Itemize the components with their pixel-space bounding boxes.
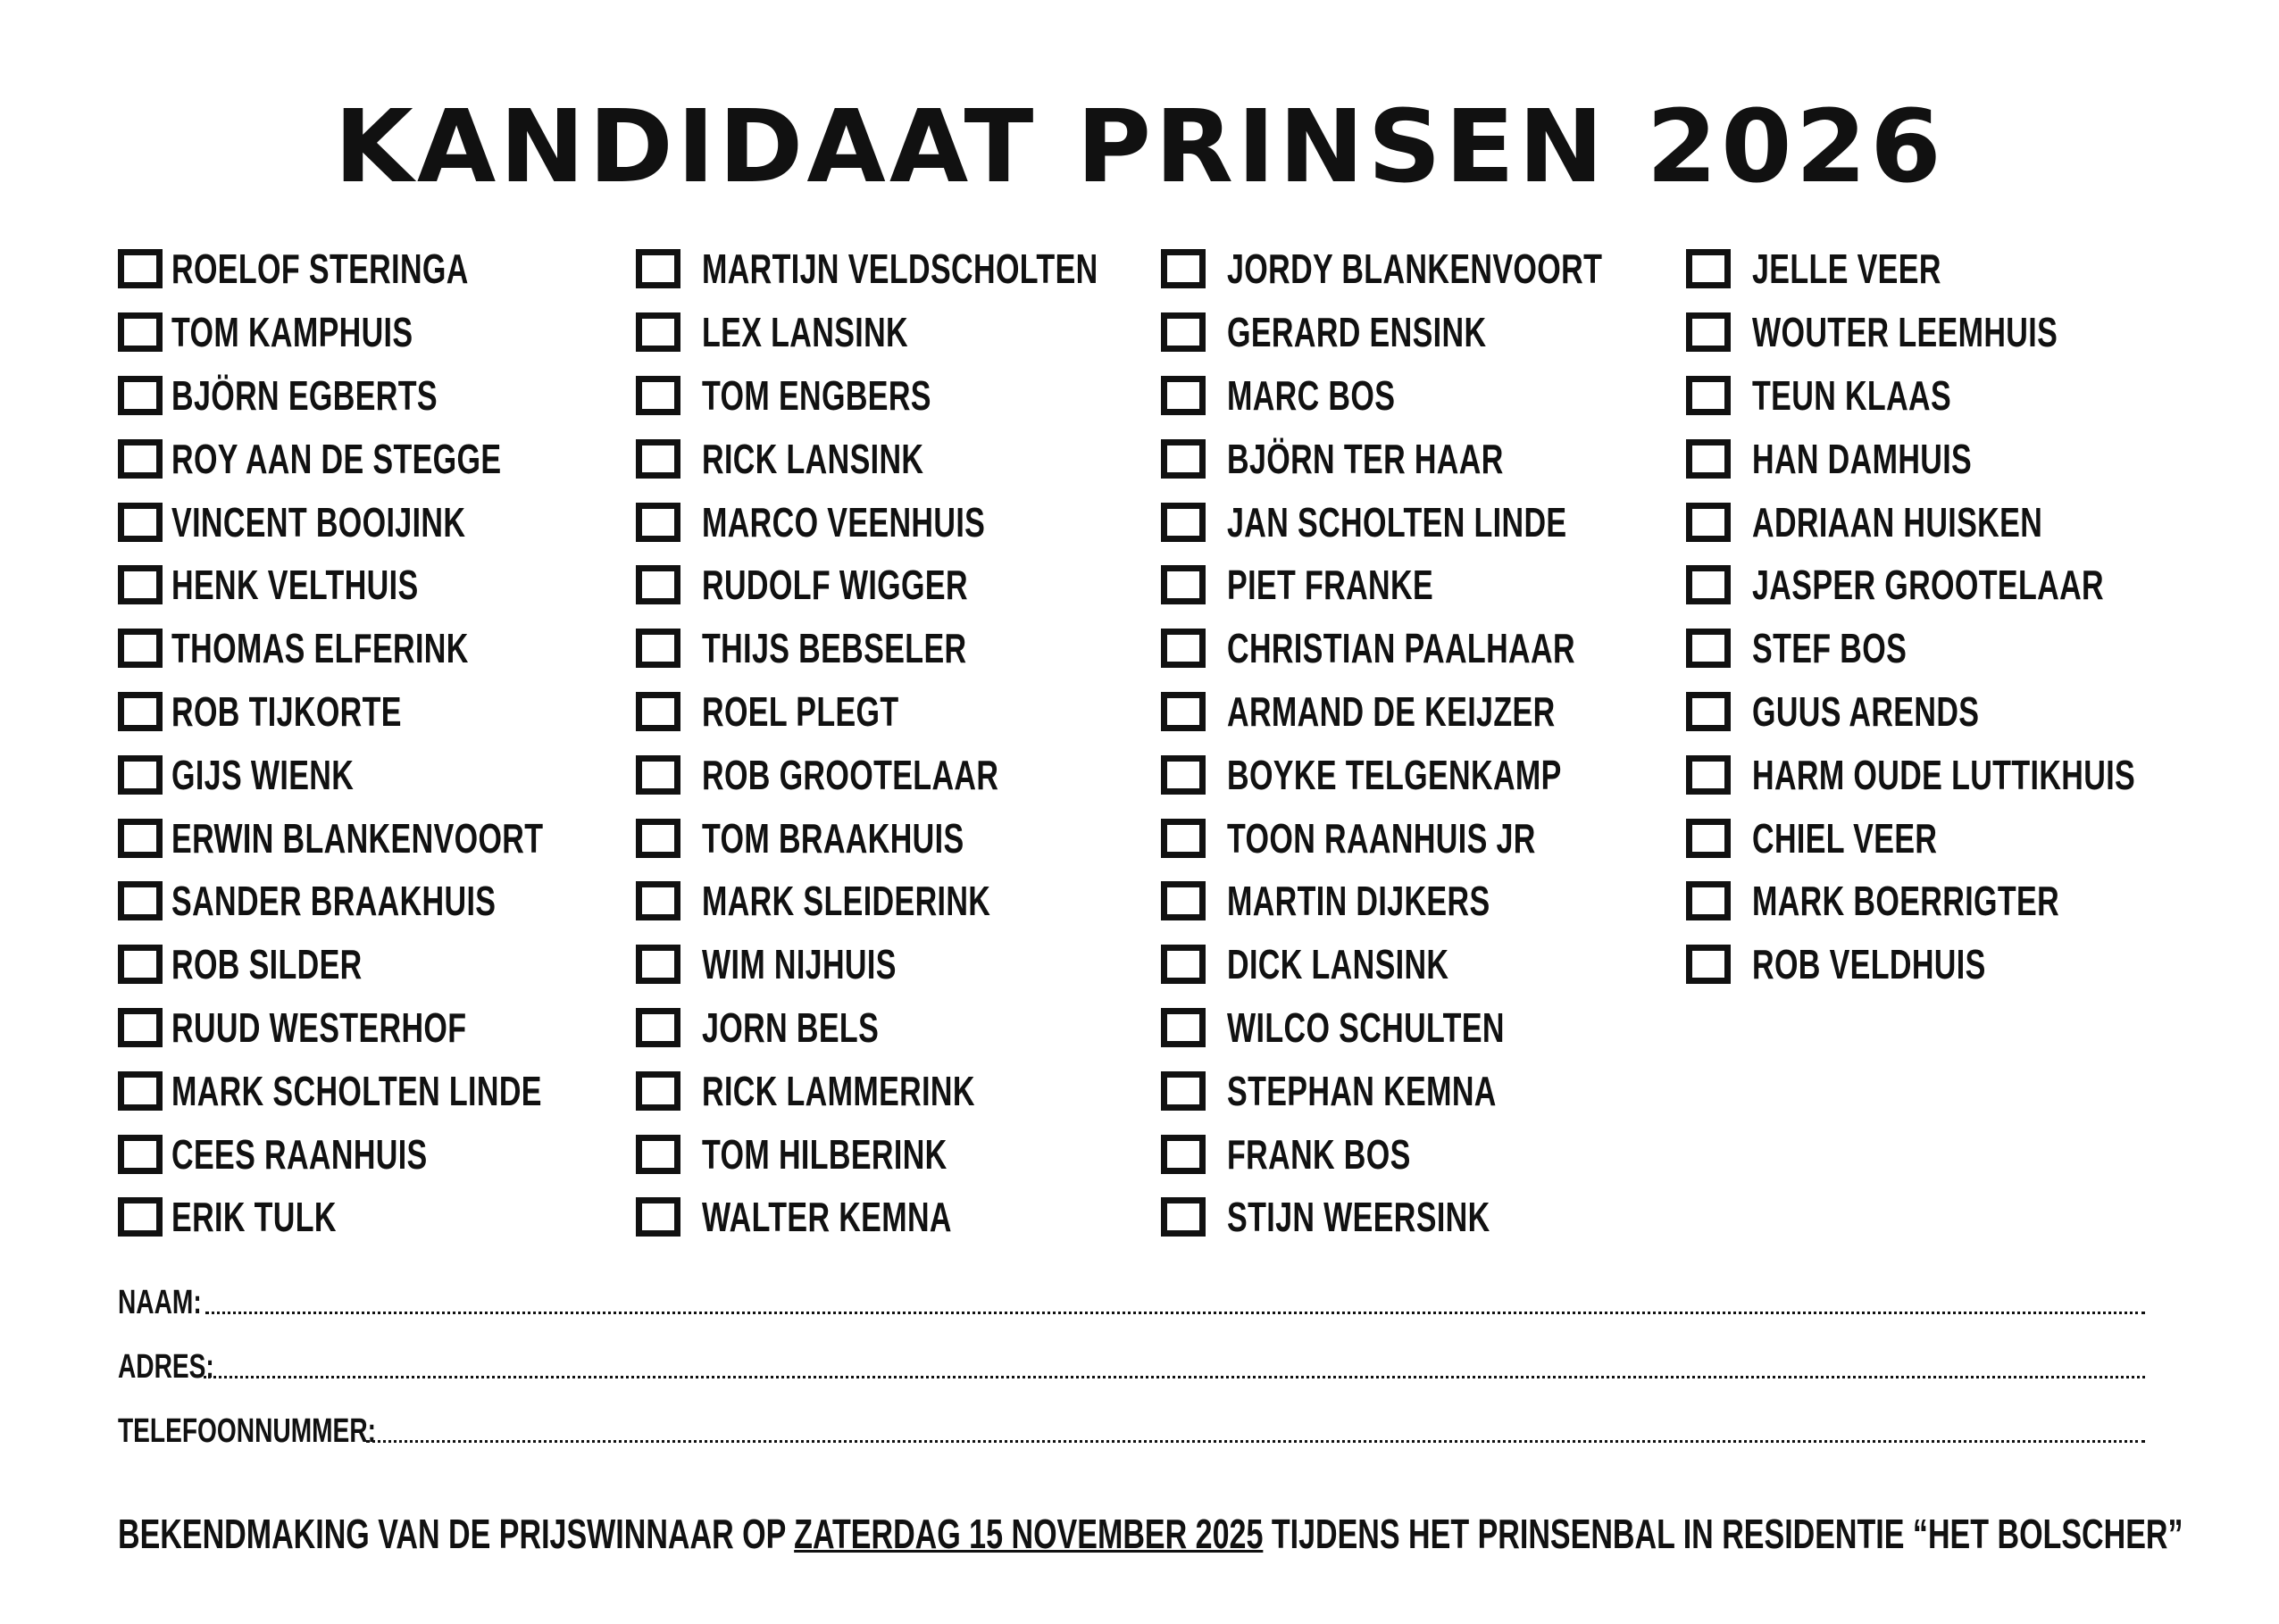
candidate-name: RUDOLF WIGGER xyxy=(702,562,968,609)
candidate-checkbox[interactable] xyxy=(1161,819,1206,858)
candidate-name: MARK SLEIDERINK xyxy=(702,878,991,925)
candidate-item[interactable] xyxy=(636,933,1238,996)
candidate-checkbox[interactable] xyxy=(636,1071,680,1111)
candidate-column-1 xyxy=(118,237,674,1249)
candidate-name: ROY AAN DE STEGGE xyxy=(171,435,502,482)
candidate-name: MARK SCHOLTEN LINDE xyxy=(171,1067,542,1114)
candidate-checkbox[interactable] xyxy=(1686,755,1731,795)
address-label: ADRES: xyxy=(118,1348,214,1386)
candidate-name: TOON RAANHUIS JR xyxy=(1227,814,1536,862)
candidate-item[interactable] xyxy=(118,743,674,806)
candidate-item[interactable] xyxy=(118,617,674,680)
candidate-item[interactable] xyxy=(1161,1186,1734,1249)
candidate-checkbox[interactable] xyxy=(1161,312,1206,352)
candidate-name: PIET FRANKE xyxy=(1227,562,1434,609)
candidate-name: MARCO VEENHUIS xyxy=(702,498,986,545)
candidate-item[interactable] xyxy=(636,617,1238,680)
name-field[interactable] xyxy=(205,1285,2145,1314)
candidate-name: ERIK TULK xyxy=(171,1194,337,1241)
candidate-column-4 xyxy=(1686,237,2270,996)
candidate-checkbox[interactable] xyxy=(118,1071,163,1111)
candidate-column-3 xyxy=(1161,237,1734,1249)
candidate-name: MARK BOERRIGTER xyxy=(1752,878,2060,925)
candidate-checkbox[interactable] xyxy=(1686,881,1731,920)
candidate-item[interactable] xyxy=(1686,743,2270,806)
announcement-prefix: BEKENDMAKING VAN DE PRIJSWINNAAR OP xyxy=(118,1511,795,1557)
candidate-checkbox[interactable] xyxy=(636,629,680,668)
candidate-name: ADRIAAN HUISKEN xyxy=(1752,498,2043,545)
candidate-checkbox[interactable] xyxy=(118,629,163,668)
candidate-item[interactable] xyxy=(1161,1059,1734,1122)
candidate-name: TOM BRAAKHUIS xyxy=(702,814,964,862)
page-title: KANDIDAAT PRINSEN 2026 xyxy=(334,89,1945,205)
candidate-checkbox[interactable] xyxy=(1161,629,1206,668)
candidate-item[interactable] xyxy=(118,490,674,554)
candidate-name: ROB SILDER xyxy=(171,941,363,988)
candidate-checkbox[interactable] xyxy=(118,376,163,415)
candidate-column-2 xyxy=(636,237,1238,1249)
candidate-name: WIM NIJHUIS xyxy=(702,941,897,988)
candidate-item[interactable] xyxy=(118,1186,674,1249)
candidate-name: ARMAND DE KEIJZER xyxy=(1227,687,1556,735)
candidate-item[interactable] xyxy=(1161,933,1734,996)
candidate-item[interactable] xyxy=(118,554,674,617)
candidate-checkbox[interactable] xyxy=(636,376,680,415)
candidate-checkbox[interactable] xyxy=(1686,312,1731,352)
candidate-checkbox[interactable] xyxy=(118,565,163,604)
candidate-checkbox[interactable] xyxy=(1686,945,1731,984)
candidate-item[interactable] xyxy=(636,554,1238,617)
candidate-name: LEX LANSINK xyxy=(702,309,909,356)
candidate-checkbox[interactable] xyxy=(1161,1197,1206,1237)
candidate-checkbox[interactable] xyxy=(118,1008,163,1047)
candidate-checkbox[interactable] xyxy=(1686,376,1731,415)
candidate-checkbox[interactable] xyxy=(118,249,163,288)
candidate-checkbox[interactable] xyxy=(636,565,680,604)
candidate-checkbox[interactable] xyxy=(636,755,680,795)
candidate-name: HENK VELTHUIS xyxy=(171,562,419,609)
candidate-checkbox[interactable] xyxy=(118,692,163,731)
candidate-item[interactable] xyxy=(118,237,674,301)
candidate-name: THOMAS ELFERINK xyxy=(171,625,469,672)
candidate-checkbox[interactable] xyxy=(1161,692,1206,731)
candidate-item[interactable] xyxy=(1161,743,1734,806)
candidate-item[interactable] xyxy=(1161,806,1734,870)
candidate-checkbox[interactable] xyxy=(1161,1135,1206,1174)
candidate-checkbox[interactable] xyxy=(1686,249,1731,288)
candidate-name: BJÖRN EGBERTS xyxy=(171,371,438,419)
candidate-name: CEES RAANHUIS xyxy=(171,1130,428,1178)
candidate-checkbox[interactable] xyxy=(1161,439,1206,479)
candidate-checkbox[interactable] xyxy=(118,755,163,795)
candidate-name: TOM HILBERINK xyxy=(702,1130,947,1178)
candidate-checkbox[interactable] xyxy=(1686,439,1731,479)
candidate-name: JELLE VEER xyxy=(1752,246,1941,293)
candidate-checkbox[interactable] xyxy=(1161,503,1206,542)
announcement-text xyxy=(118,1509,2183,1559)
candidate-item[interactable] xyxy=(118,1059,674,1122)
candidate-checkbox[interactable] xyxy=(636,881,680,920)
candidate-name: CHRISTIAN PAALHAAR xyxy=(1227,625,1575,672)
candidate-name: JASPER GROOTELAAR xyxy=(1752,562,2105,609)
candidate-item[interactable] xyxy=(118,870,674,933)
candidate-name: ROEL PLEGT xyxy=(702,687,899,735)
candidate-checkbox[interactable] xyxy=(118,819,163,858)
candidate-checkbox[interactable] xyxy=(636,503,680,542)
candidate-item[interactable] xyxy=(636,427,1238,490)
candidate-item[interactable] xyxy=(118,364,674,428)
candidate-checkbox[interactable] xyxy=(1161,945,1206,984)
candidate-checkbox[interactable] xyxy=(636,439,680,479)
candidate-name: STIJN WEERSINK xyxy=(1227,1194,1490,1241)
candidate-name: WALTER KEMNA xyxy=(702,1194,952,1241)
candidate-name: JAN SCHOLTEN LINDE xyxy=(1227,498,1567,545)
candidate-name: TOM KAMPHUIS xyxy=(171,309,413,356)
candidate-name: JORDY BLANKENVOORT xyxy=(1227,246,1603,293)
candidate-name: FRANK BOS xyxy=(1227,1130,1411,1178)
candidate-item[interactable] xyxy=(1686,680,2270,744)
candidate-checkbox[interactable] xyxy=(1161,755,1206,795)
candidate-checkbox[interactable] xyxy=(636,692,680,731)
candidate-item[interactable] xyxy=(1161,237,1734,301)
candidate-name: HAN DAMHUIS xyxy=(1752,435,1973,482)
candidate-item[interactable] xyxy=(636,1122,1238,1186)
candidate-checkbox[interactable] xyxy=(636,1135,680,1174)
candidate-name: ROB TIJKORTE xyxy=(171,687,402,735)
candidate-name: RICK LAMMERINK xyxy=(702,1067,975,1114)
candidate-checkbox[interactable] xyxy=(1686,819,1731,858)
candidate-checkbox[interactable] xyxy=(636,1197,680,1237)
candidate-item[interactable] xyxy=(1161,870,1734,933)
candidate-item[interactable] xyxy=(1686,237,2270,301)
candidate-checkbox[interactable] xyxy=(636,945,680,984)
candidate-checkbox[interactable] xyxy=(636,819,680,858)
candidate-name: HARM OUDE LUTTIKHUIS xyxy=(1752,751,2136,798)
candidate-item[interactable] xyxy=(1161,554,1734,617)
candidate-checkbox[interactable] xyxy=(1686,692,1731,731)
candidate-name: GIJS WIENK xyxy=(171,751,355,798)
candidate-item[interactable] xyxy=(118,427,674,490)
candidate-name: ERWIN BLANKENVOORT xyxy=(171,814,544,862)
candidate-name: TEUN KLAAS xyxy=(1752,371,1952,419)
candidate-name: JORN BELS xyxy=(702,1004,880,1051)
candidate-item[interactable] xyxy=(118,933,674,996)
announcement-suffix: TIJDENS HET PRINSENBAL IN RESIDENTIE “HET BOLSCHER” xyxy=(1263,1511,2183,1557)
candidate-checkbox[interactable] xyxy=(118,1135,163,1174)
candidate-item[interactable] xyxy=(636,237,1238,301)
candidate-name: ROB GROOTELAAR xyxy=(702,751,999,798)
candidate-checkbox[interactable] xyxy=(1161,376,1206,415)
candidate-item[interactable] xyxy=(1686,870,2270,933)
candidate-checkbox[interactable] xyxy=(1161,1008,1206,1047)
candidate-item[interactable] xyxy=(1686,806,2270,870)
candidate-name: DICK LANSINK xyxy=(1227,941,1449,988)
candidate-name: TOM ENGBERS xyxy=(702,371,931,419)
candidate-checkbox[interactable] xyxy=(1161,249,1206,288)
phone-row xyxy=(118,1407,2145,1448)
candidate-item[interactable] xyxy=(1686,933,2270,996)
candidate-name: ROB VELDHUIS xyxy=(1752,941,1986,988)
candidate-checkbox[interactable] xyxy=(1686,629,1731,668)
candidate-item[interactable] xyxy=(1686,617,2270,680)
candidate-item[interactable] xyxy=(1686,554,2270,617)
candidate-checkbox[interactable] xyxy=(636,312,680,352)
candidate-item[interactable] xyxy=(1686,490,2270,554)
phone-field[interactable] xyxy=(366,1413,2145,1443)
candidate-item[interactable] xyxy=(1161,680,1734,744)
candidate-name: SANDER BRAAKHUIS xyxy=(171,878,497,925)
candidate-checkbox[interactable] xyxy=(1161,1071,1206,1111)
candidate-checkbox[interactable] xyxy=(118,1197,163,1237)
candidate-name: WILCO SCHULTEN xyxy=(1227,1004,1505,1051)
candidate-checkbox[interactable] xyxy=(1686,565,1731,604)
candidate-item[interactable] xyxy=(1686,364,2270,428)
candidate-item[interactable] xyxy=(636,490,1238,554)
candidate-name: STEF BOS xyxy=(1752,625,1908,672)
candidate-checkbox[interactable] xyxy=(118,439,163,479)
announcement-date: ZATERDAG 15 NOVEMBER 2025 xyxy=(794,1511,1264,1557)
candidate-name: THIJS BEBSELER xyxy=(702,625,967,672)
candidate-checkbox[interactable] xyxy=(118,945,163,984)
address-row xyxy=(118,1343,2145,1384)
candidate-name: GERARD ENSINK xyxy=(1227,309,1487,356)
candidate-item[interactable] xyxy=(1161,617,1734,680)
candidate-checkbox[interactable] xyxy=(1161,565,1206,604)
candidate-name: BJÖRN TER HAAR xyxy=(1227,435,1504,482)
candidate-item[interactable] xyxy=(636,806,1238,870)
candidate-name: MARC BOS xyxy=(1227,371,1396,419)
candidate-checkbox[interactable] xyxy=(118,312,163,352)
candidate-item[interactable] xyxy=(636,301,1238,364)
candidate-item[interactable] xyxy=(636,680,1238,744)
candidate-checkbox[interactable] xyxy=(1686,503,1731,542)
candidate-item[interactable] xyxy=(1686,301,2270,364)
candidate-checkbox[interactable] xyxy=(118,503,163,542)
candidate-checkbox[interactable] xyxy=(636,1008,680,1047)
candidate-name: CHIEL VEER xyxy=(1752,814,1938,862)
candidate-item[interactable] xyxy=(636,870,1238,933)
candidate-name: MARTIJN VELDSCHOLTEN xyxy=(702,246,1098,293)
candidate-item[interactable] xyxy=(636,1186,1238,1249)
candidate-item[interactable] xyxy=(1686,427,2270,490)
candidate-name: RICK LANSINK xyxy=(702,435,924,482)
candidate-item[interactable] xyxy=(1161,996,1734,1060)
candidate-item[interactable] xyxy=(636,996,1238,1060)
candidate-item[interactable] xyxy=(118,680,674,744)
candidate-name: MARTIN DIJKERS xyxy=(1227,878,1490,925)
candidate-checkbox[interactable] xyxy=(636,249,680,288)
candidate-checkbox[interactable] xyxy=(118,881,163,920)
candidate-item[interactable] xyxy=(1161,427,1734,490)
candidate-item[interactable] xyxy=(636,743,1238,806)
name-row xyxy=(118,1278,2145,1320)
candidate-item[interactable] xyxy=(118,1122,674,1186)
candidate-item[interactable] xyxy=(1161,1122,1734,1186)
candidate-item[interactable] xyxy=(118,996,674,1060)
candidate-name: ROELOF STERINGA xyxy=(171,246,469,293)
candidate-item[interactable] xyxy=(1161,301,1734,364)
candidate-item[interactable] xyxy=(1161,490,1734,554)
candidate-item[interactable] xyxy=(1161,364,1734,428)
candidate-name: WOUTER LEEMHUIS xyxy=(1752,309,2058,356)
address-field[interactable] xyxy=(204,1349,2145,1378)
phone-label: TELEFOONNUMMER: xyxy=(118,1412,376,1450)
candidate-name: BOYKE TELGENKAMP xyxy=(1227,751,1562,798)
candidate-item[interactable] xyxy=(118,806,674,870)
name-label: NAAM: xyxy=(118,1284,202,1321)
candidate-item[interactable] xyxy=(636,1059,1238,1122)
candidate-name: VINCENT BOOIJINK xyxy=(171,498,466,545)
candidate-checkbox[interactable] xyxy=(1161,881,1206,920)
candidate-item[interactable] xyxy=(636,364,1238,428)
candidate-name: STEPHAN KEMNA xyxy=(1227,1067,1497,1114)
candidate-name: GUUS ARENDS xyxy=(1752,687,1980,735)
candidate-item[interactable] xyxy=(118,301,674,364)
candidate-name: RUUD WESTERHOF xyxy=(171,1004,467,1051)
